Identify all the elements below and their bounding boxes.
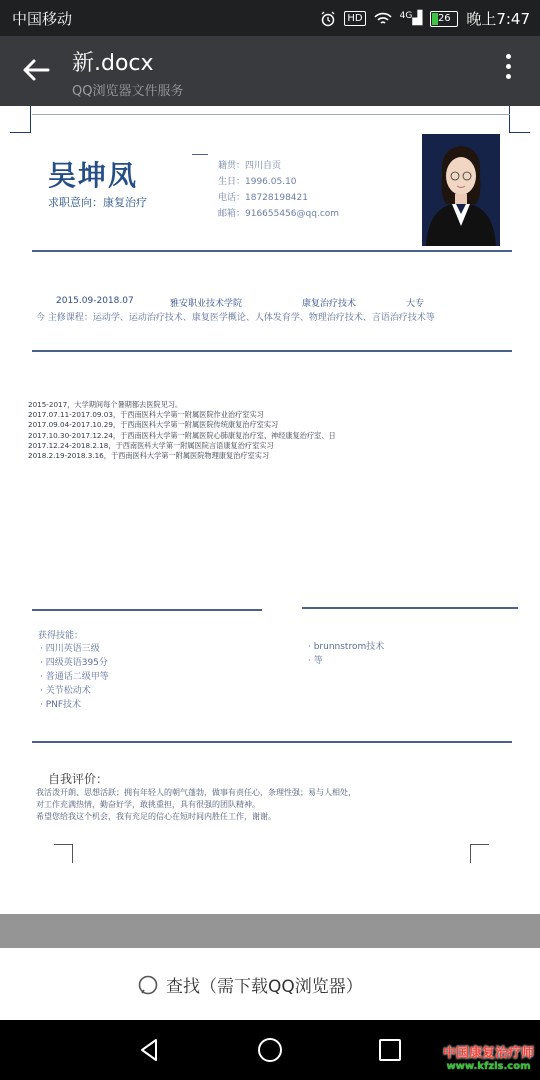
self-eval-title: 自我评价： xyxy=(48,772,109,786)
clock: 晚上7:47 xyxy=(466,10,530,28)
education-major: 康复治疗技术 xyxy=(302,299,357,309)
skills-list-right xyxy=(308,640,384,668)
education-period: 2015.09-2018.07 xyxy=(56,296,134,306)
alarm-icon xyxy=(320,11,336,27)
self-eval-divider xyxy=(32,741,512,743)
crop-mark xyxy=(470,844,489,863)
app-bar xyxy=(0,36,540,106)
page-gap xyxy=(0,914,540,948)
experience-item: 2017.12.24-2018.2.18，于西南医科大学第一附属医院言语康复治疗室实习 xyxy=(28,440,274,450)
skill-item: · 普通话二级甲等 xyxy=(40,672,109,682)
header-divider xyxy=(32,250,512,252)
self-eval-line: 我活泼开朗、思想活跃；拥有年轻人的朝气蓬勃，做事有责任心，条理性强；易与人相处， xyxy=(36,788,356,797)
status-icons xyxy=(320,8,530,29)
watermark-url: www.kfzls.com xyxy=(446,1061,531,1072)
document-title: 新.docx xyxy=(72,51,154,76)
skill-item: · 四级英语395分 xyxy=(40,658,108,668)
watermark-title: 中国康复治疗师 xyxy=(442,1046,534,1061)
find-bar xyxy=(0,948,540,1020)
status-bar xyxy=(0,0,540,36)
self-eval-line: 对工作充满热情，勤奋好学，敢挑重担，具有很强的团队精神。 xyxy=(36,800,260,809)
more-options-icon[interactable] xyxy=(504,54,512,88)
courses-text: 今 主修课程：运动学、运动治疗技术、康复医学概论、人体发育学、物理治疗技术、言语治疗技术等 xyxy=(36,313,435,323)
phone: 电话：18728198421 xyxy=(218,193,308,203)
crop-mark xyxy=(10,106,31,133)
header-top-line xyxy=(32,114,510,115)
battery-icon xyxy=(430,11,458,27)
self-eval-text xyxy=(36,787,506,823)
hd-badge: HD xyxy=(344,11,365,26)
experience-item: 2017.09.04-2017.10.29，于西南医科大学第一附属医院传统康复治疗室实习 xyxy=(28,420,279,430)
experience-item: 2018.2.19-2018.3.16，于西南医科大学第一附属医院物理康复治疗室实习 xyxy=(28,451,270,461)
skills-divider-right xyxy=(302,607,518,609)
profile-photo xyxy=(422,134,500,246)
education-degree: 大专 xyxy=(406,299,425,309)
wifi-icon xyxy=(374,12,392,26)
back-arrow-icon[interactable] xyxy=(20,54,52,86)
signal-icon: $^{4G}$▟ xyxy=(399,11,423,26)
crop-mark xyxy=(509,106,530,133)
search-icon xyxy=(138,975,158,995)
skills-list xyxy=(40,642,109,712)
site-watermark xyxy=(443,1042,534,1072)
self-eval-line: 希望您给我这个机会，我有充足的信心在短时间内胜任工作，谢谢。 xyxy=(36,812,276,821)
hometown: 籍贯：四川自贡 xyxy=(218,161,282,171)
carrier-label: 中国移动 xyxy=(12,10,73,28)
find-label: 查找（需下载QQ浏览器） xyxy=(166,977,363,997)
nav-back-icon[interactable] xyxy=(136,1036,164,1064)
nav-home-icon[interactable] xyxy=(256,1036,284,1064)
skill-item: · 等 xyxy=(308,656,323,666)
document-page[interactable] xyxy=(0,106,540,914)
experience-list xyxy=(28,400,336,461)
skill-item: · 四川英语三级 xyxy=(40,644,100,654)
skill-item: · brunnstrom技术 xyxy=(308,642,385,652)
document-subtitle: QQ浏览器文件服务 xyxy=(72,84,184,99)
experience-item: 2017.10.30-2017.12.24，于西南医科大学第一附属医院心肺康复治疗室、神经康复治疗室、日 xyxy=(28,430,336,440)
email: 邮箱：916655456@qq.com xyxy=(218,209,340,219)
skill-item: · 关节松动术 xyxy=(40,686,91,696)
skills-divider-left xyxy=(32,609,262,611)
nav-recents-icon[interactable] xyxy=(376,1036,404,1064)
applicant-name: 吴坤凤 xyxy=(48,159,139,192)
crop-mark xyxy=(54,844,73,863)
education-divider xyxy=(32,350,512,352)
skills-title: 获得技能： xyxy=(38,631,84,641)
battery-level: 26 xyxy=(437,12,451,24)
contact-info xyxy=(218,158,339,222)
birthday: 生日：1996.05.10 xyxy=(218,177,297,187)
find-button[interactable] xyxy=(138,972,363,997)
experience-item: 2017.07.11-2017.09.03，于西南医科大学第一附属医院作业治疗室实习 xyxy=(28,410,264,420)
job-intent: 求职意向：康复治疗 xyxy=(48,196,147,209)
info-divider xyxy=(192,154,208,155)
experience-item: 2015-2017，大学期间每个暑期都去医院见习。 xyxy=(28,400,183,409)
skill-item: · PNF技术 xyxy=(40,700,82,710)
signal-label: 4G xyxy=(399,11,413,21)
education-school: 雅安职业技术学院 xyxy=(170,299,243,309)
